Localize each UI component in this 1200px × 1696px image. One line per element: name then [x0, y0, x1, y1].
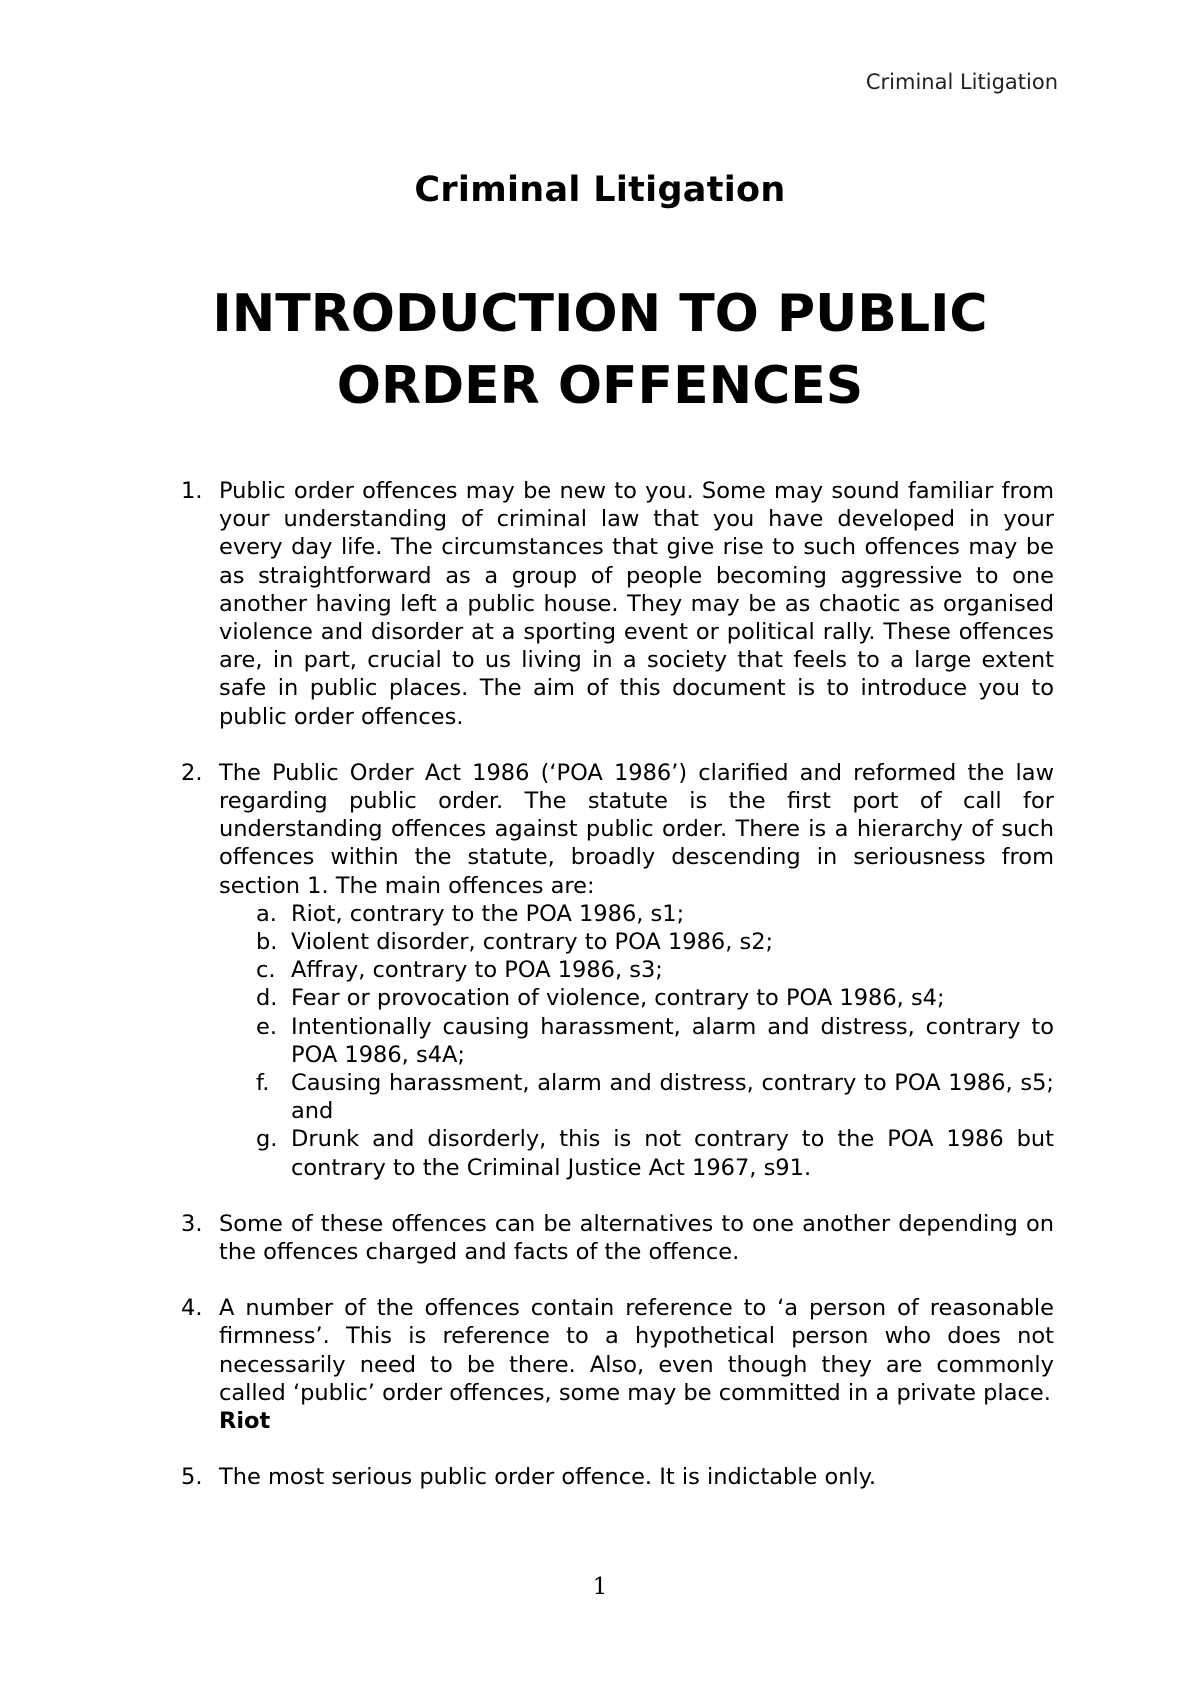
offence-text: Affray, contrary to POA 1986, s3; [291, 957, 663, 984]
offence-text: Causing harassment, alarm and distress, contrary to POA 1986, s5; and [291, 1070, 1054, 1125]
paragraph-number: 2. [181, 759, 203, 786]
offence-letter: c. [256, 957, 276, 984]
offence-letter: e. [256, 1013, 277, 1040]
offence-item-c [256, 956, 1054, 984]
offence-letter: g. [256, 1126, 278, 1153]
paragraph-5 [181, 1463, 1054, 1491]
paragraph-spacer [0, 1266, 1200, 1294]
offence-item-b [256, 928, 1054, 956]
numbered-paragraph-list [0, 477, 1200, 1492]
paragraph-spacer [0, 1435, 1200, 1463]
offence-item-a [256, 900, 1054, 928]
paragraph-number: 4. [181, 1295, 203, 1322]
offence-letter: d. [256, 985, 278, 1012]
paragraph-text: A number of the offences contain reference to ‘a person of reasonable firmness’. This is reference to a hypothetical person who does not necessarily need to be there. Also, even though they are commonly called ‘public’ order offences, some may be committed in a private place. [219, 1295, 1054, 1406]
paragraph-text: The Public Order Act 1986 (‘POA 1986’) clarified and reformed the law regarding public order. The statute is the first port of call for understanding offences against public order. There is a hierarchy of such offences within the statute, broadly descending in seriousness from section 1. The main offences are: [219, 759, 1054, 899]
section-heading-riot: Riot [219, 1408, 271, 1435]
running-header: Criminal Litigation [865, 70, 1058, 94]
offence-item-d [256, 984, 1054, 1012]
offence-text: Fear or provocation of violence, contrary to POA 1986, s4; [291, 985, 945, 1012]
paragraph-text: Some of these offences can be alternatives to one another depending on the offences charged and facts of the offence. [219, 1210, 1054, 1266]
offence-text: Intentionally causing harassment, alarm and distress, contrary to POA 1986, s4A; [291, 1013, 1054, 1068]
offence-item-e [256, 1013, 1054, 1069]
paragraph-3 [181, 1210, 1054, 1266]
paragraph-spacer [0, 1182, 1200, 1210]
offence-letter: a. [256, 900, 277, 927]
paragraph-4 [181, 1294, 1054, 1435]
offence-list [219, 900, 1054, 1182]
paragraph-number: 3. [181, 1210, 203, 1237]
paragraph-number: 5. [181, 1464, 203, 1491]
document-title [0, 278, 1200, 422]
offence-text: Violent disorder, contrary to POA 1986, s2; [291, 929, 774, 956]
paragraph-2 [181, 759, 1054, 1182]
title-line-2: ORDER OFFENCES [336, 356, 864, 416]
offence-text: Riot, contrary to the POA 1986, s1; [291, 900, 685, 927]
paragraph-1 [181, 477, 1054, 731]
offence-item-f [256, 1069, 1054, 1125]
offence-letter: f. [256, 1070, 270, 1097]
paragraph-text: The most serious public order offence. It is indictable only. [219, 1464, 877, 1491]
page-number: 1 [592, 1574, 608, 1600]
title-line-1: INTRODUCTION TO PUBLIC [212, 284, 988, 344]
offence-letter: b. [256, 929, 278, 956]
offence-text: Drunk and disorderly, this is not contrary to the POA 1986 but contrary to the Criminal Justice Act 1967, s91. [291, 1126, 1054, 1181]
document-subtitle: Criminal Litigation [414, 170, 786, 210]
paragraph-spacer [0, 731, 1200, 759]
offence-item-g [256, 1125, 1054, 1181]
paragraph-text: Public order offences may be new to you. Some may sound familiar from your understanding of criminal law that you have developed in your every day life. The circumstances that give rise to such offences may be as straightforward as a group of people becoming aggressive to one another having left a public house. They may be as chaotic as organised violence and disorder at a sporting event or political rally. These offences are, in part, crucial to us living in a society that feels to a large extent safe in public places. The aim of this document is to introduce you to public order offences. [219, 478, 1054, 730]
paragraph-number: 1. [181, 478, 203, 504]
